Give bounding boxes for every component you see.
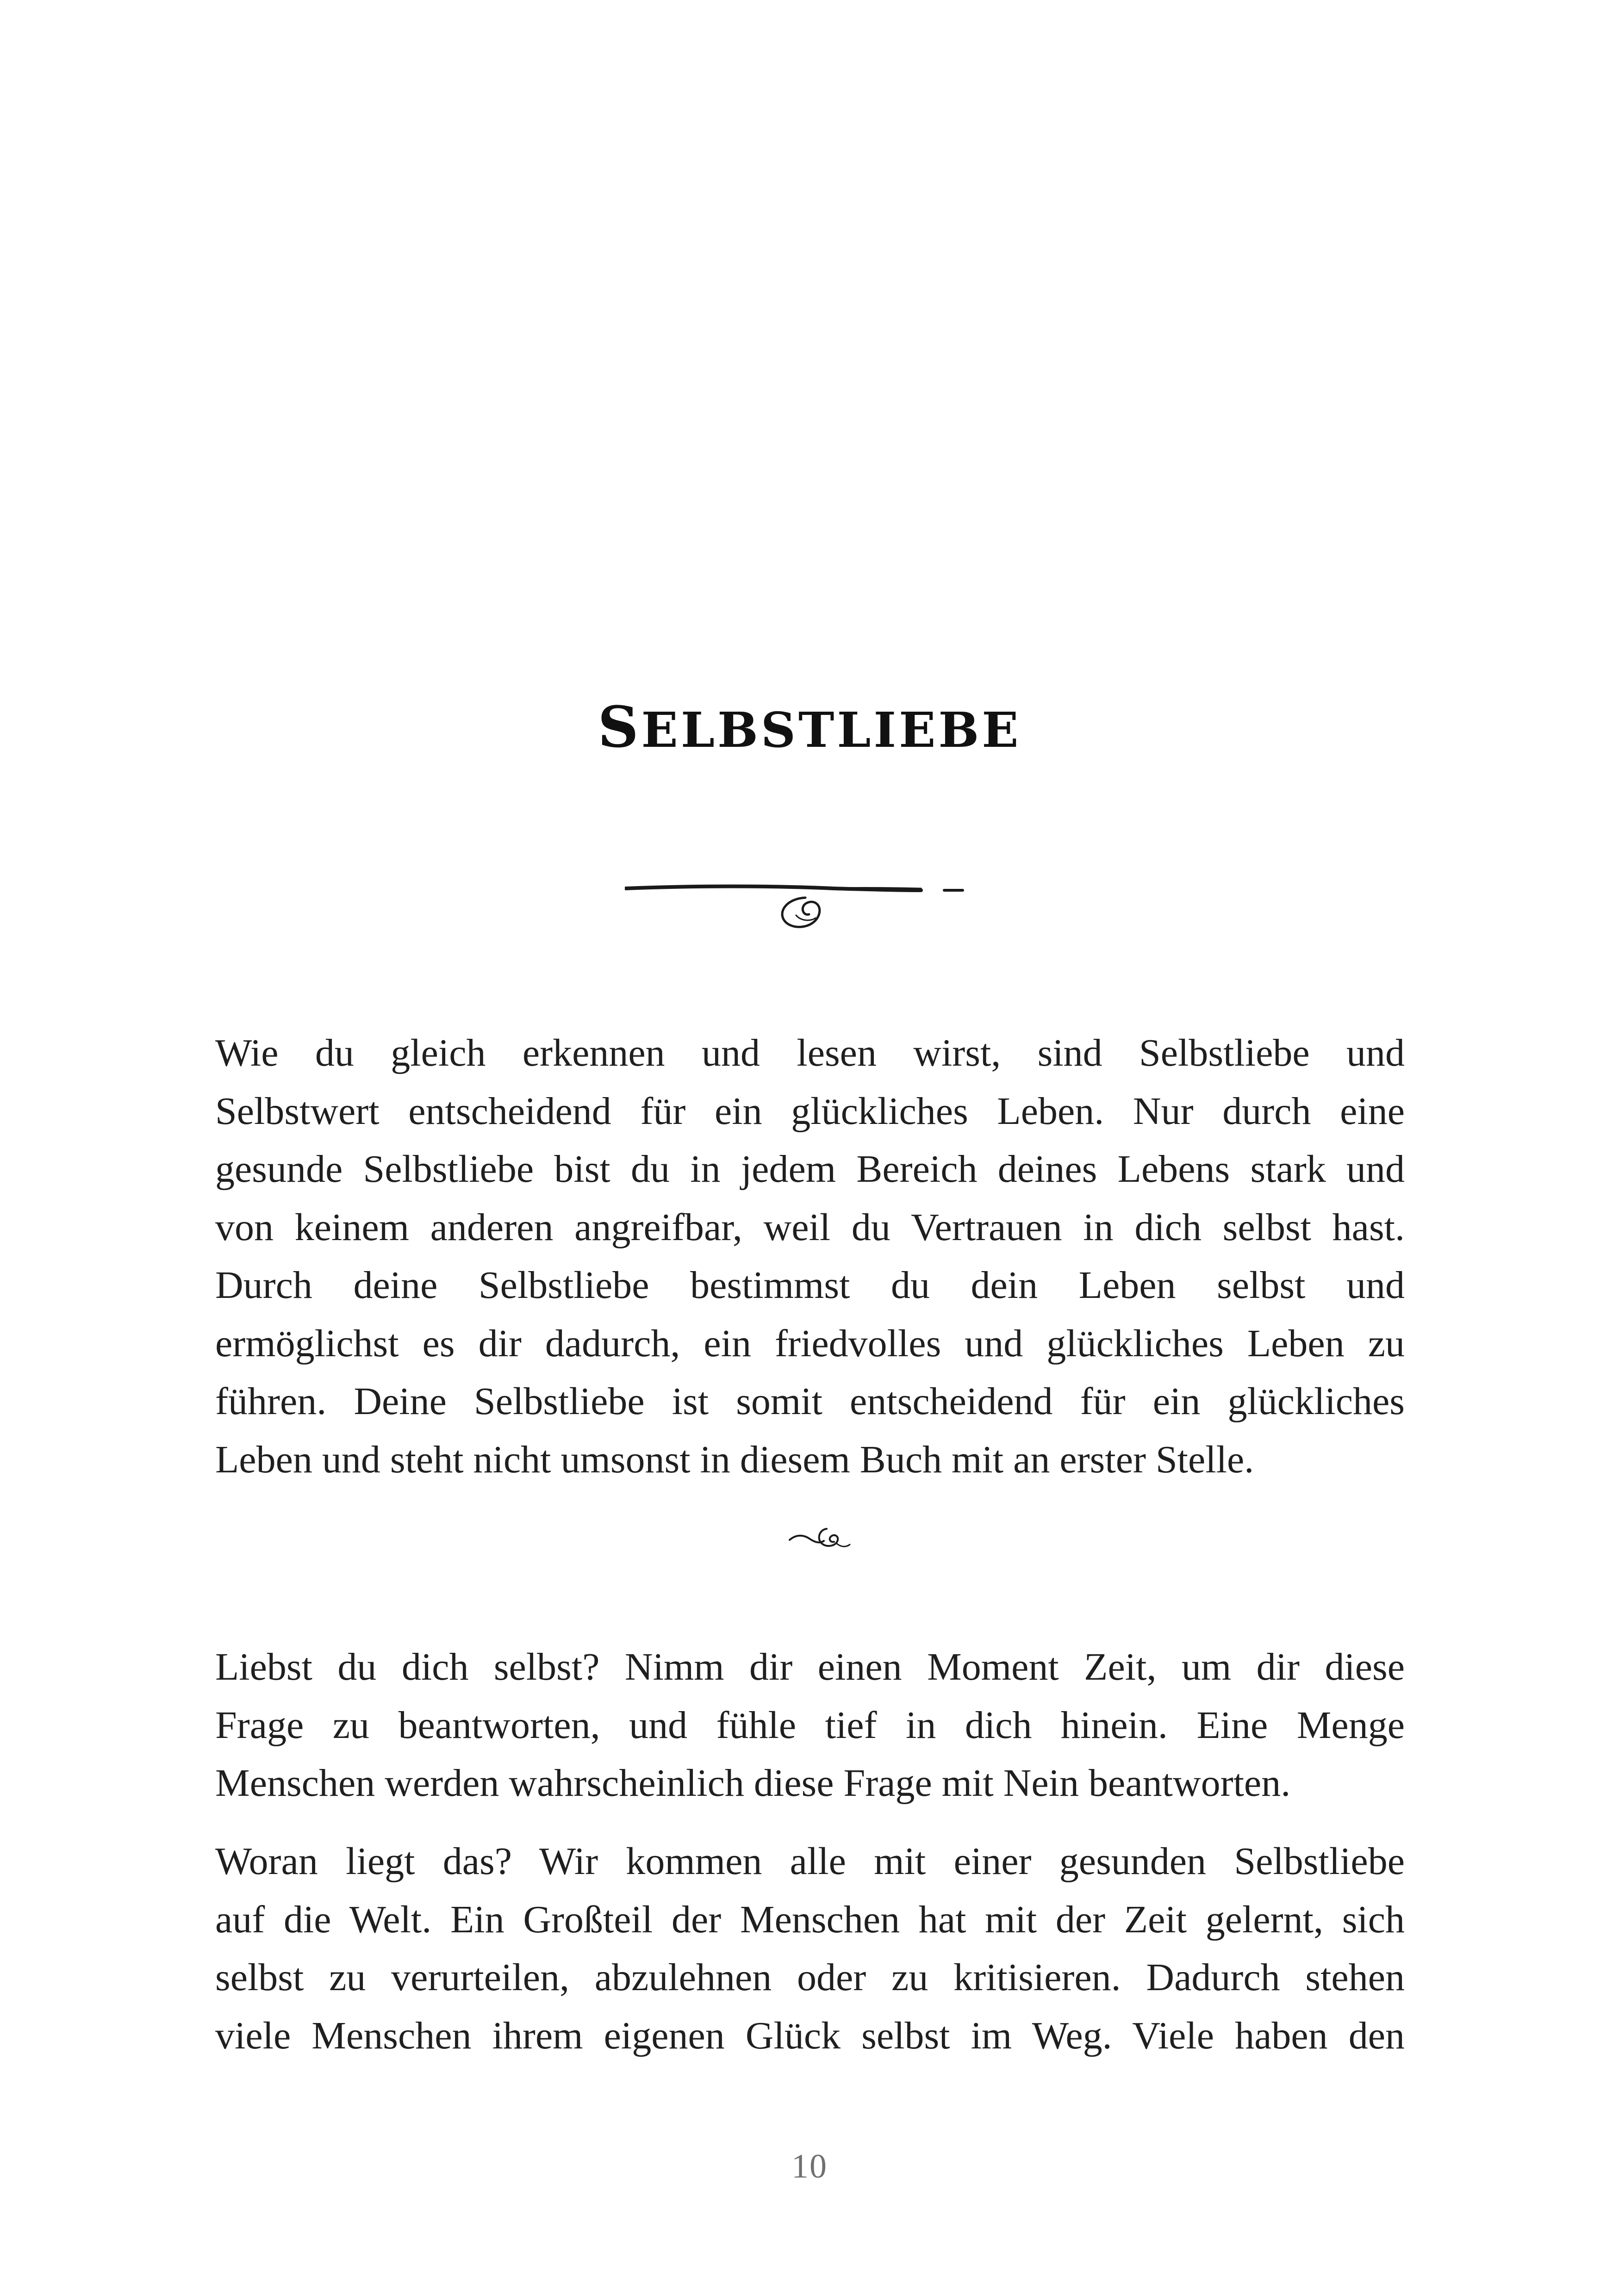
paragraph-reason [215,1832,1405,2065]
paragraph-line: führen. Deine Selbstliebe ist somit entscheidend für ein glückliches [215,1380,1405,1423]
paragraph-line: Leben und steht nicht umsonst in diesem Buch mit an erster Stelle. [215,1438,1254,1481]
paragraph-line: viele Menschen ihrem eigenen Glück selbst im Weg. Viele haben den [215,2014,1405,2057]
paragraph-line: von keinem anderen angreifbar, weil du Vertrauen in dich selbst hast. [215,1205,1405,1249]
section-swirl-icon [787,1522,852,1555]
paragraph-line: Frage zu beantworten, und fühle tief in dich hinein. Eine Menge [215,1703,1405,1747]
divider-swirl-icon [625,870,995,935]
paragraph-intro [215,1024,1405,1489]
chapter-title [0,694,1619,760]
paragraph-line: gesunde Selbstliebe bist du in jedem Bereich deines Lebens stark und [215,1148,1405,1191]
paragraph-line: Menschen werden wahrscheinlich diese Frage mit Nein beantworten. [215,1762,1291,1805]
paragraph-line: auf die Welt. Ein Großteil der Menschen hat mit der Zeit gelernt, sich [215,1898,1405,1941]
paragraph-line: Selbstwert entscheidend für ein glückliches Leben. Nur durch eine [215,1089,1405,1133]
paragraph-line: Woran liegt das? Wir kommen alle mit einer gesunden Selbstliebe [215,1840,1405,1883]
paragraph-question [215,1638,1405,1812]
paragraph-line: Durch deine Selbstliebe bestimmst du dein Leben selbst und [215,1264,1405,1307]
chapter-title-rest: ELBSTLIEBE [641,701,1021,758]
chapter-title-initial: S [598,694,641,760]
paragraph-line: Liebst du dich selbst? Nimm dir einen Moment Zeit, um dir diese [215,1645,1405,1688]
page-number: 10 [791,2147,828,2185]
paragraph-line: Wie du gleich erkennen und lesen wirst, sind Selbstliebe und [215,1031,1405,1074]
paragraph-line: ermöglichst es dir dadurch, ein friedvolles und glückliches Leben zu [215,1322,1405,1365]
paragraph-line: selbst zu verurteilen, abzulehnen oder zu kritisieren. Dadurch stehen [215,1956,1405,1999]
